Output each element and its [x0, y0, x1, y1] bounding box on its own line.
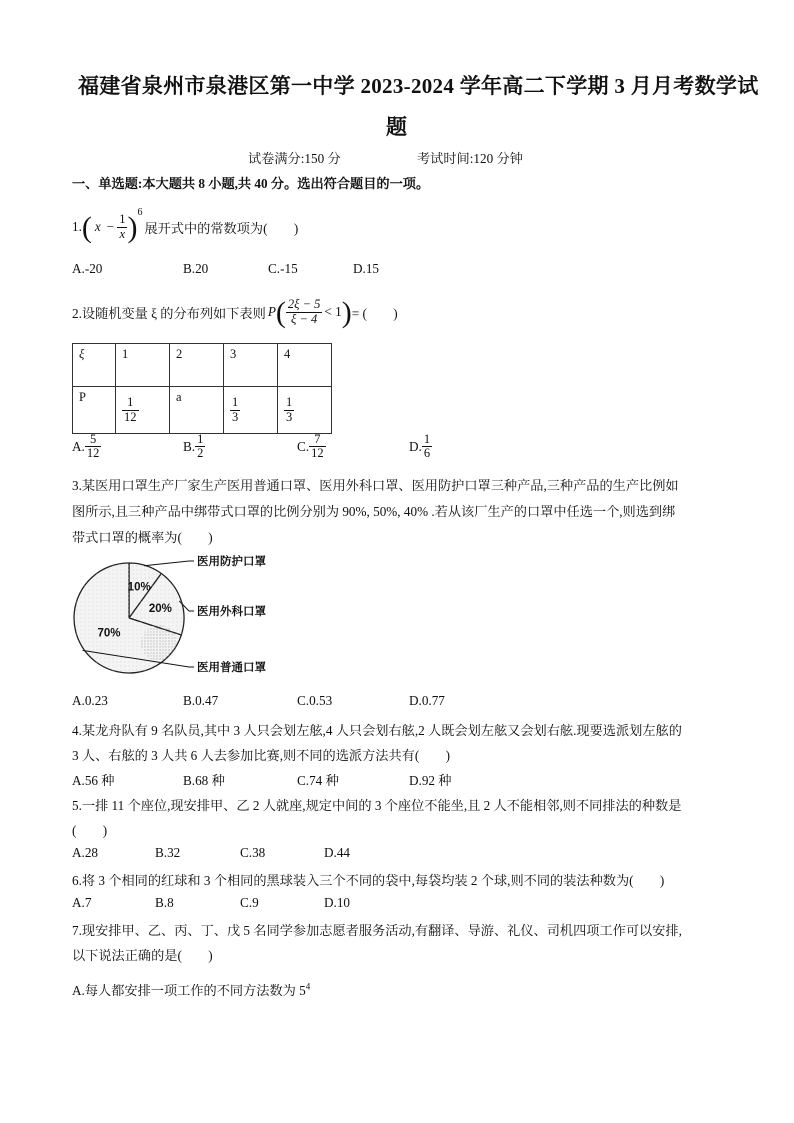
q2-option-d: [409, 433, 432, 460]
fraction: [309, 433, 326, 460]
table-cell: P: [73, 387, 116, 434]
q1-option-d: D.15: [353, 261, 380, 276]
table-cell: [116, 387, 170, 434]
q5-option-b: B.32: [155, 845, 181, 860]
pie-value-label: 10%: [127, 581, 151, 594]
q3-option-b: B.0.47: [183, 693, 219, 708]
q2-tail: = ( ): [351, 305, 398, 321]
q5-option-d: D.44: [324, 845, 351, 860]
page-title-line2: 题: [386, 115, 408, 139]
q2-option-a: [72, 433, 101, 460]
table-cell: [278, 387, 332, 434]
pie-value-label: 70%: [97, 627, 121, 640]
q1-option-a: A.-20: [72, 261, 103, 276]
q3-line1: 3.某医用口罩生产厂家生产医用普通口罩、医用外科口罩、医用防护口罩三种产品,三种产品的生产比例如: [72, 478, 679, 493]
q6-option-b: B.8: [155, 895, 174, 910]
q4-option-c: C.74 种: [297, 773, 339, 788]
question-1: [72, 205, 298, 249]
table-cell: a: [170, 387, 224, 434]
right-paren: ): [341, 295, 352, 329]
frac-den: 3: [232, 409, 239, 424]
table-cell: 4: [278, 344, 332, 387]
q2-fraction: [286, 298, 323, 325]
q6-line1: 6.将 3 个相同的红球和 3 个相同的黑球装入三个不同的袋中,每袋均装 2 个球,则不同的装法种数为( ): [72, 873, 665, 888]
exam-time: 考试时间:120 分钟: [417, 151, 523, 166]
page-title: 福建省泉州市泉港区第一中学 2023-2024 学年高二下学期 3 月月考数学试: [78, 74, 759, 98]
q2-frac-den: ξ − 4: [291, 311, 318, 326]
q1-number: 1.: [72, 219, 82, 234]
q3-option-a: A.0.23: [72, 693, 108, 708]
pie-category-label: 医用防护口罩: [197, 554, 266, 568]
frac-num: 1: [122, 396, 139, 410]
table-cell: ξ: [73, 344, 116, 387]
pie-shading: [141, 625, 177, 661]
fraction: [230, 396, 240, 423]
fraction: [122, 396, 139, 423]
q4-option-d: D.92 种: [409, 773, 452, 788]
q6-option-a: A.7: [72, 895, 92, 910]
frac-den: 12: [124, 409, 137, 424]
q3-option-c: C.0.53: [297, 693, 333, 708]
frac-den: 12: [311, 446, 324, 461]
frac-num: 1: [197, 432, 204, 446]
q6-option-c: C.9: [240, 895, 259, 910]
left-paren: (: [81, 210, 92, 244]
q4-option-b: B.68 种: [183, 773, 225, 788]
q2-option-c: [297, 433, 326, 460]
q4-line2: 3 人、右舷的 3 人共 6 人去参加比赛,则不同的选派方法共有( ): [72, 748, 451, 763]
q5-option-c: C.38: [240, 845, 266, 860]
left-paren: (: [275, 295, 286, 329]
q1-frac-num: 1: [119, 212, 126, 227]
q4-option-a: A.56 种: [72, 773, 115, 788]
frac-num: 1: [232, 395, 239, 410]
pie-category-label: 医用普通口罩: [197, 660, 266, 674]
q1-minus: −: [106, 219, 115, 234]
q1-frac-den: x: [119, 226, 126, 241]
table-cell: 1: [116, 344, 170, 387]
section-heading: 一、单选题:本大题共 8 小题,共 40 分。选出符合题目的一项。: [72, 176, 430, 191]
table-cell: 3: [224, 344, 278, 387]
table-row: [73, 344, 332, 387]
pie-category-label: 医用外科口罩: [197, 604, 266, 618]
q2-inequality: < 1: [324, 304, 342, 319]
q3-option-d: D.0.77: [409, 693, 445, 708]
q1-option-c: C.-15: [268, 261, 298, 276]
q6-option-d: D.10: [324, 895, 351, 910]
q3-line3: 带式口罩的概率为( ): [72, 530, 213, 545]
pie-value-label: 20%: [148, 602, 172, 615]
fraction: [195, 433, 205, 460]
table-row: [73, 387, 332, 434]
pie-leader-line: [144, 561, 194, 566]
q3-line2: 图所示,且三种产品中绑带式口罩的比例分别为 90%, 50%, 40% .若从该厂生产的口罩中任选一个,则选到绑: [72, 504, 676, 519]
q1-option-b: B.20: [183, 261, 209, 276]
option-label: B.: [183, 438, 196, 454]
frac-den: 6: [423, 446, 431, 461]
q1-exponent: 6: [137, 207, 143, 218]
q4-line1: 4.某龙舟队有 9 名队员,其中 3 人只会划左舷,4 人只会划右舷,2 人既会划左舷又会划右舷.现要选派划左舷的: [72, 723, 682, 738]
question-2: [72, 290, 398, 334]
fraction: [284, 396, 294, 423]
q7-option-a: [72, 980, 310, 999]
option-label: A.: [72, 438, 85, 454]
q1-variable: x: [94, 219, 101, 234]
q1-fraction: [117, 213, 127, 240]
q7-line2: 以下说法正确的是( ): [72, 948, 213, 963]
fraction: [85, 433, 102, 460]
q2-option-b: [183, 433, 205, 460]
fraction: [422, 433, 432, 460]
q2-p: P: [267, 304, 276, 319]
right-paren: ): [127, 210, 138, 244]
pie-chart: [72, 553, 302, 683]
frac-den: 3: [286, 409, 293, 424]
option-label: D.: [409, 438, 422, 454]
frac-num: 1: [423, 432, 431, 446]
q5-line2: ( ): [72, 823, 108, 838]
option-text: A.每人都安排一项工作的不同方法数为 5: [72, 983, 306, 998]
frac-num: 5: [85, 433, 102, 447]
table-cell: [224, 387, 278, 434]
frac-num: 7: [309, 433, 326, 447]
distribution-table: [72, 343, 332, 434]
frac-den: 12: [86, 446, 100, 461]
q5-option-a: A.28: [72, 845, 99, 860]
q7-line1: 7.现安排甲、乙、丙、丁、戊 5 名同学参加志愿者服务活动,有翻译、导游、礼仪、司机四项工作可以安排,: [72, 923, 682, 938]
q2-text: 2.设随机变量 ξ 的分布列如下表则: [72, 305, 266, 321]
frac-num: 1: [286, 395, 293, 410]
q1-text: 展开式中的常数项为( ): [144, 220, 299, 236]
option-label: C.: [297, 438, 310, 454]
exam-score: 试卷满分:150 分: [248, 151, 341, 166]
table-cell: 2: [170, 344, 224, 387]
q2-frac-num: 2ξ − 5: [287, 297, 321, 312]
q5-line1: 5.一排 11 个座位,现安排甲、乙 2 人就座,规定中间的 3 个座位不能坐,且 2 人不能相邻,则不同排法的种数是: [72, 798, 682, 813]
frac-den: 2: [197, 446, 204, 461]
exponent: 4: [305, 981, 311, 992]
